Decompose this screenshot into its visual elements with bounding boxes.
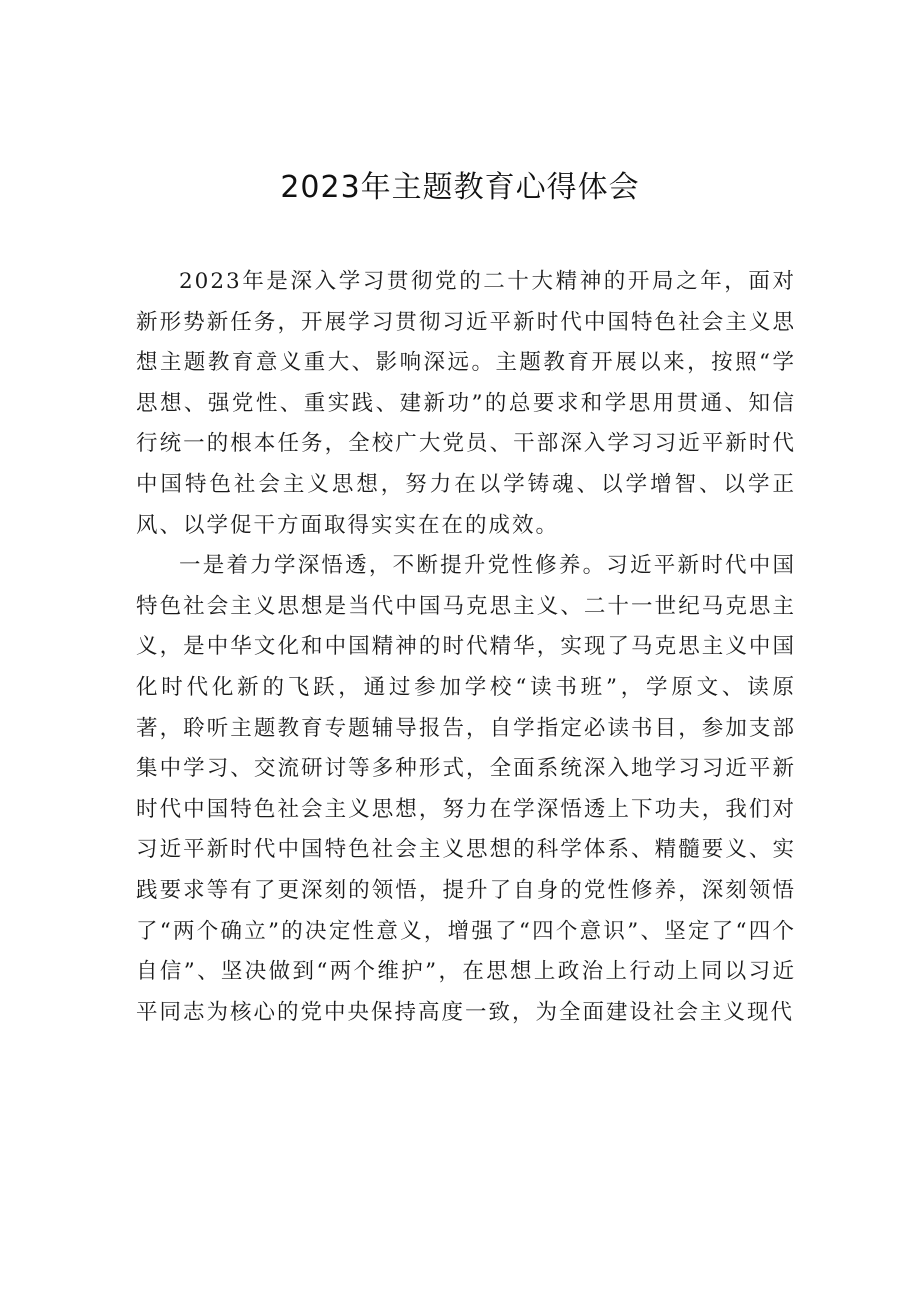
paragraph-intro: 2023年是深入学习贯彻党的二十大精神的开局之年，面对新形势新任务，开展学习贯彻习近平新时代中国特色社会主义思想主题教育意义重大、影响深远。主题教育开展以来，按照“学思想、强党性、重实践、建新功”的总要求和学思用贯通、知信行统一的根本任务，全校广大党员、干部深入学习习近平新时代中国特色社会主义思想，努力在以学铸魂、以学增智、以学正风、以学促干方面取得实实在在的成效。 bbox=[136, 269, 796, 538]
paragraph-first-point: 一是着力学深悟透，不断提升党性修养。习近平新时代中国特色社会主义思想是当代中国马克思主义、二十一世纪马克思主义，是中华文化和中国精神的时代精华，实现了马克思主义中国化时代化新的飞跃，通过参加学校“读书班”，学原文、读原著，聆听主题教育专题辅导报告，自学指定必读书目，参加支部集中学习、交流研讨等多种形式，全面系统深入地学习习近平新时代中国特色社会主义思想，努力在学深悟透上下功夫，我们对习近平新时代中国特色社会主义思想的科学体系、精髓要义、实践要求等有了更深刻的领悟，提升了自身的党性修养，深刻领悟了“两个确立”的决定性意义，增强了“四个意识”、坚定了“四个自信”、坚决做到“两个维护”，在思想上政治上行动上同以习近平同志为核心的党中央保持高度一致，为全面建设社会主义现代 bbox=[136, 553, 796, 1025]
document-body bbox=[136, 262, 796, 1033]
document-title: 2023年主题教育心得体会 bbox=[280, 170, 640, 205]
